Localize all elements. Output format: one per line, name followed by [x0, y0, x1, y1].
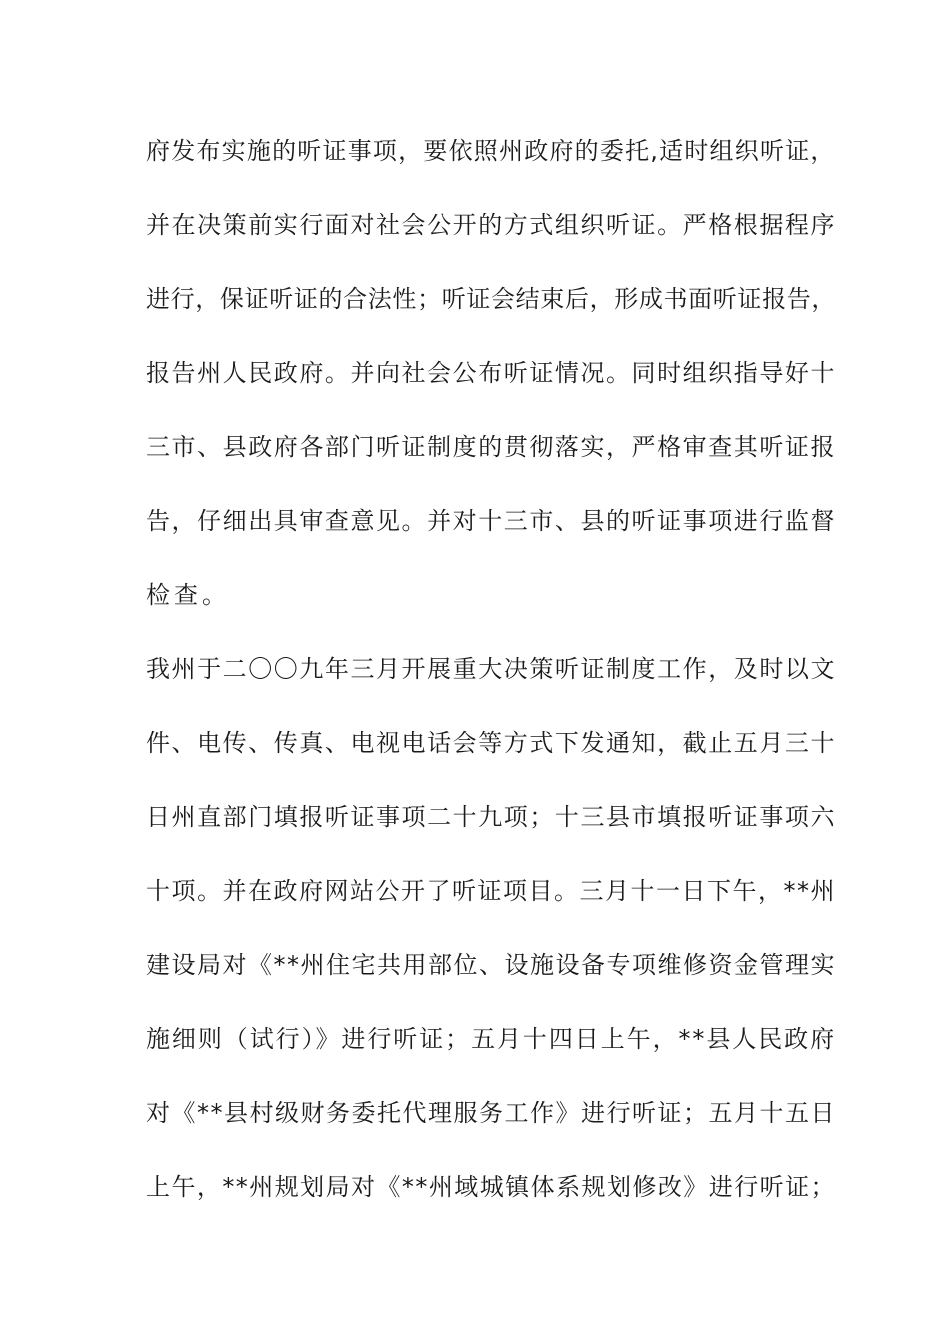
text-line: 报告州人民政府。并向社会公布听证情况。同时组织指导好十 [146, 359, 836, 387]
text-line: 府发布实施的听证事项，要依照州政府的委托,适时组织听证， [146, 137, 836, 165]
text-line: 并在决策前实行面对社会公开的方式组织听证。严格根据程序 [146, 211, 836, 239]
text-line: 检查。 [146, 581, 230, 609]
text-line: 我州于二〇〇九年三月开展重大决策听证制度工作，及时以文 [146, 655, 836, 683]
text-line: 十项。并在政府网站公开了听证项目。三月十一日下午，**州 [146, 877, 836, 905]
text-line: 进行，保证听证的合法性；听证会结束后，形成书面听证报告， [146, 285, 836, 313]
text-line: 件、电传、传真、电视电话会等方式下发通知，截止五月三十 [146, 729, 836, 757]
text-line: 日州直部门填报听证事项二十九项；十三县市填报听证事项六 [146, 803, 836, 831]
text-line: 告，仔细出具审查意见。并对十三市、县的听证事项进行监督 [146, 507, 836, 535]
text-line: 对《**县村级财务委托代理服务工作》进行听证；五月十五日 [146, 1099, 836, 1127]
text-line: 三市、县政府各部门听证制度的贯彻落实，严格审查其听证报 [146, 433, 836, 461]
text-line: 上午，**州规划局对《**州域城镇体系规划修改》进行听证； [146, 1173, 836, 1201]
text-line: 施细则（试行）》进行听证；五月十四日上午，**县人民政府 [146, 1025, 836, 1053]
text-line: 建设局对《**州住宅共用部位、设施设备专项维修资金管理实 [146, 951, 836, 979]
